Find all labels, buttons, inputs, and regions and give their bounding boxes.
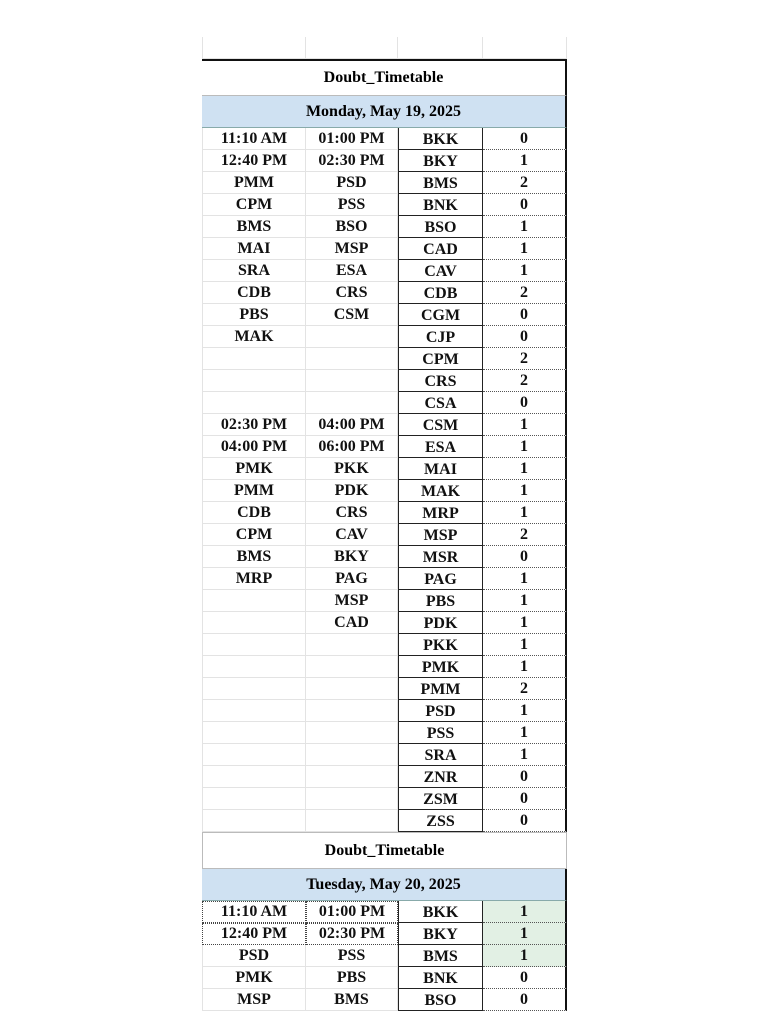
- start-time-or-code-cell[interactable]: [202, 634, 306, 656]
- doubt-count-cell[interactable]: 0: [483, 967, 567, 989]
- start-time-or-code-cell[interactable]: 11:10 AM: [202, 128, 306, 150]
- table-row: [202, 568, 567, 590]
- start-time-or-code-cell[interactable]: PMM: [202, 480, 306, 502]
- table-row: [202, 989, 567, 1011]
- start-time-or-code-cell[interactable]: BMS: [202, 216, 306, 238]
- start-time-or-code-cell[interactable]: PMK: [202, 967, 306, 989]
- faculty-code-cell[interactable]: BMS: [398, 945, 483, 967]
- end-time-or-code-cell[interactable]: PKK: [306, 458, 398, 480]
- start-time-or-code-cell[interactable]: MSP: [202, 989, 306, 1011]
- start-time-or-code-cell[interactable]: [202, 700, 306, 722]
- table-row: [202, 150, 567, 172]
- faculty-code-cell[interactable]: CAD: [398, 238, 483, 260]
- end-time-or-code-cell[interactable]: [306, 722, 398, 744]
- end-time-or-code-cell[interactable]: PSS: [306, 945, 398, 967]
- table-row: [202, 788, 567, 810]
- cell[interactable]: [483, 37, 567, 59]
- doubt-count-cell[interactable]: 1: [483, 568, 567, 590]
- doubt-count-cell[interactable]: 0: [483, 989, 567, 1011]
- doubt-count-cell[interactable]: 2: [483, 678, 567, 700]
- start-time-or-code-cell[interactable]: CDB: [202, 502, 306, 524]
- doubt-count-cell[interactable]: 2: [483, 348, 567, 370]
- table-row: [202, 128, 567, 150]
- table-row: [202, 722, 567, 744]
- empty-header-row: [202, 37, 567, 59]
- end-time-or-code-cell[interactable]: MSP: [306, 590, 398, 612]
- table-row: [202, 810, 567, 832]
- end-time-or-code-cell[interactable]: [306, 744, 398, 766]
- table-row: [202, 392, 567, 414]
- table-row: [202, 678, 567, 700]
- doubt-count-cell[interactable]: 1: [483, 590, 567, 612]
- faculty-code-cell[interactable]: BNK: [398, 194, 483, 216]
- start-time-or-code-cell[interactable]: [202, 392, 306, 414]
- table-row: [202, 634, 567, 656]
- table-row: [202, 436, 567, 458]
- end-time-or-code-cell[interactable]: CSM: [306, 304, 398, 326]
- table-row: [202, 766, 567, 788]
- doubt-count-cell[interactable]: 1: [483, 502, 567, 524]
- faculty-code-cell[interactable]: ZSS: [398, 810, 483, 832]
- table-row: [202, 744, 567, 766]
- start-time-or-code-cell[interactable]: PBS: [202, 304, 306, 326]
- start-time-or-code-cell[interactable]: [202, 348, 306, 370]
- doubt-count-cell[interactable]: 2: [483, 524, 567, 546]
- table-row: [202, 260, 567, 282]
- start-time-or-code-cell[interactable]: [202, 678, 306, 700]
- doubt-count-cell[interactable]: 1: [483, 923, 567, 945]
- date-header[interactable]: Tuesday, May 20, 2025: [202, 869, 567, 901]
- end-time-or-code-cell[interactable]: PDK: [306, 480, 398, 502]
- faculty-code-cell[interactable]: ESA: [398, 436, 483, 458]
- faculty-code-cell[interactable]: CJP: [398, 326, 483, 348]
- doubt-count-cell[interactable]: 1: [483, 722, 567, 744]
- faculty-code-cell[interactable]: ZSM: [398, 788, 483, 810]
- table-row: [202, 172, 567, 194]
- doubt-count-cell[interactable]: 0: [483, 788, 567, 810]
- doubt-count-cell[interactable]: 1: [483, 945, 567, 967]
- doubt-count-cell[interactable]: 2: [483, 282, 567, 304]
- start-time-or-code-cell[interactable]: MRP: [202, 568, 306, 590]
- cell[interactable]: [398, 37, 483, 59]
- faculty-code-cell[interactable]: PKK: [398, 634, 483, 656]
- start-time-or-code-cell[interactable]: [202, 656, 306, 678]
- start-time-or-code-cell[interactable]: PSD: [202, 945, 306, 967]
- faculty-code-cell[interactable]: SRA: [398, 744, 483, 766]
- faculty-code-cell[interactable]: BKK: [398, 128, 483, 150]
- end-time-or-code-cell[interactable]: MSP: [306, 238, 398, 260]
- doubt-count-cell[interactable]: 1: [483, 216, 567, 238]
- doubt-count-cell[interactable]: 0: [483, 546, 567, 568]
- faculty-code-cell[interactable]: BKY: [398, 150, 483, 172]
- table-row: [202, 945, 567, 967]
- doubt-count-cell[interactable]: 1: [483, 744, 567, 766]
- start-time-or-code-cell[interactable]: [202, 766, 306, 788]
- doubt-count-cell[interactable]: 0: [483, 194, 567, 216]
- end-time-or-code-cell[interactable]: ESA: [306, 260, 398, 282]
- end-time-or-code-cell[interactable]: CRS: [306, 502, 398, 524]
- faculty-code-cell[interactable]: MAI: [398, 458, 483, 480]
- end-time-or-code-cell[interactable]: CAD: [306, 612, 398, 634]
- cell[interactable]: [306, 37, 398, 59]
- faculty-code-cell[interactable]: BKY: [398, 923, 483, 945]
- start-time-or-code-cell[interactable]: MAI: [202, 238, 306, 260]
- start-time-or-code-cell[interactable]: CDB: [202, 282, 306, 304]
- faculty-code-cell[interactable]: CSA: [398, 392, 483, 414]
- faculty-code-cell[interactable]: PMK: [398, 656, 483, 678]
- end-time-or-code-cell[interactable]: [306, 326, 398, 348]
- end-time-or-code-cell[interactable]: [306, 348, 398, 370]
- table-row: [202, 524, 567, 546]
- doubt-count-cell[interactable]: 1: [483, 634, 567, 656]
- doubt-count-cell[interactable]: 1: [483, 414, 567, 436]
- faculty-code-cell[interactable]: MRP: [398, 502, 483, 524]
- faculty-code-cell[interactable]: PSS: [398, 722, 483, 744]
- end-time-or-code-cell[interactable]: [306, 678, 398, 700]
- faculty-code-cell[interactable]: MSP: [398, 524, 483, 546]
- doubt-count-cell[interactable]: 2: [483, 370, 567, 392]
- doubt-count-cell[interactable]: 1: [483, 700, 567, 722]
- table-row: [202, 216, 567, 238]
- start-time-or-code-cell[interactable]: [202, 744, 306, 766]
- table-row: [202, 901, 567, 923]
- timetable-title-row: [202, 832, 567, 869]
- faculty-code-cell[interactable]: CDB: [398, 282, 483, 304]
- start-time-or-code-cell[interactable]: [202, 590, 306, 612]
- end-time-or-code-cell[interactable]: [306, 766, 398, 788]
- end-time-or-code-cell[interactable]: [306, 370, 398, 392]
- cell[interactable]: [202, 37, 306, 59]
- table-row: [202, 546, 567, 568]
- end-time-or-code-cell[interactable]: CRS: [306, 282, 398, 304]
- doubt-count-cell[interactable]: 0: [483, 304, 567, 326]
- doubt-count-cell[interactable]: 2: [483, 172, 567, 194]
- start-time-or-code-cell[interactable]: SRA: [202, 260, 306, 282]
- end-time-or-code-cell[interactable]: [306, 656, 398, 678]
- start-time-or-code-cell[interactable]: CPM: [202, 194, 306, 216]
- start-time-or-code-cell[interactable]: 04:00 PM: [202, 436, 306, 458]
- end-time-or-code-cell[interactable]: [306, 392, 398, 414]
- faculty-code-cell[interactable]: ZNR: [398, 766, 483, 788]
- end-time-or-code-cell[interactable]: 02:30 PM: [306, 150, 398, 172]
- end-time-or-code-cell[interactable]: PSS: [306, 194, 398, 216]
- start-time-or-code-cell[interactable]: [202, 722, 306, 744]
- faculty-code-cell[interactable]: CSM: [398, 414, 483, 436]
- faculty-code-cell[interactable]: CPM: [398, 348, 483, 370]
- end-time-or-code-cell[interactable]: PSD: [306, 172, 398, 194]
- date-header-row: [202, 869, 567, 901]
- start-time-or-code-cell[interactable]: [202, 370, 306, 392]
- start-time-or-code-cell[interactable]: [202, 612, 306, 634]
- table-row: [202, 967, 567, 989]
- doubt-count-cell[interactable]: 1: [483, 436, 567, 458]
- end-time-or-code-cell[interactable]: [306, 788, 398, 810]
- end-time-or-code-cell[interactable]: CAV: [306, 524, 398, 546]
- faculty-code-cell[interactable]: BKK: [398, 901, 483, 923]
- faculty-code-cell[interactable]: CAV: [398, 260, 483, 282]
- doubt-count-cell[interactable]: 0: [483, 766, 567, 788]
- start-time-or-code-cell[interactable]: [202, 810, 306, 832]
- table-row: [202, 480, 567, 502]
- doubt-count-cell[interactable]: 1: [483, 480, 567, 502]
- doubt-count-cell[interactable]: 1: [483, 901, 567, 923]
- faculty-code-cell[interactable]: CGM: [398, 304, 483, 326]
- table-row: [202, 923, 567, 945]
- table-row: [202, 700, 567, 722]
- end-time-or-code-cell[interactable]: 01:00 PM: [306, 128, 398, 150]
- start-time-or-code-cell[interactable]: [202, 788, 306, 810]
- end-time-or-code-cell[interactable]: 04:00 PM: [306, 414, 398, 436]
- table-row: [202, 370, 567, 392]
- end-time-or-code-cell[interactable]: 01:00 PM: [306, 901, 398, 923]
- table-row: [202, 304, 567, 326]
- faculty-code-cell[interactable]: BNK: [398, 967, 483, 989]
- doubt-count-cell[interactable]: 0: [483, 810, 567, 832]
- sections-container: [202, 59, 567, 1011]
- start-time-or-code-cell[interactable]: 12:40 PM: [202, 150, 306, 172]
- doubt-count-cell[interactable]: 0: [483, 326, 567, 348]
- spreadsheet: [202, 37, 567, 1011]
- doubt-count-cell[interactable]: 0: [483, 392, 567, 414]
- start-time-or-code-cell[interactable]: 11:10 AM: [202, 901, 306, 923]
- faculty-code-cell[interactable]: CRS: [398, 370, 483, 392]
- end-time-or-code-cell[interactable]: PAG: [306, 568, 398, 590]
- start-time-or-code-cell[interactable]: MAK: [202, 326, 306, 348]
- end-time-or-code-cell[interactable]: BKY: [306, 546, 398, 568]
- table-row: [202, 458, 567, 480]
- doubt-count-cell[interactable]: 1: [483, 458, 567, 480]
- table-row: [202, 326, 567, 348]
- doubt-count-cell[interactable]: 1: [483, 238, 567, 260]
- table-row: [202, 414, 567, 436]
- end-time-or-code-cell[interactable]: BSO: [306, 216, 398, 238]
- doubt-count-cell[interactable]: 1: [483, 612, 567, 634]
- end-time-or-code-cell[interactable]: 02:30 PM: [306, 923, 398, 945]
- table-row: [202, 238, 567, 260]
- timetable-title[interactable]: Doubt_Timetable: [202, 59, 567, 96]
- faculty-code-cell[interactable]: BMS: [398, 172, 483, 194]
- end-time-or-code-cell[interactable]: [306, 700, 398, 722]
- table-row: [202, 194, 567, 216]
- end-time-or-code-cell[interactable]: 06:00 PM: [306, 436, 398, 458]
- faculty-code-cell[interactable]: MAK: [398, 480, 483, 502]
- doubt-count-cell[interactable]: 1: [483, 656, 567, 678]
- doubt-count-cell[interactable]: 1: [483, 150, 567, 172]
- faculty-code-cell[interactable]: PSD: [398, 700, 483, 722]
- faculty-code-cell[interactable]: PBS: [398, 590, 483, 612]
- start-time-or-code-cell[interactable]: PMK: [202, 458, 306, 480]
- table-row: [202, 590, 567, 612]
- start-time-or-code-cell[interactable]: 02:30 PM: [202, 414, 306, 436]
- timetable-title-row: [202, 59, 567, 96]
- timetable-title[interactable]: Doubt_Timetable: [202, 832, 567, 869]
- faculty-code-cell[interactable]: BSO: [398, 989, 483, 1011]
- table-row: [202, 612, 567, 634]
- start-time-or-code-cell[interactable]: PMM: [202, 172, 306, 194]
- faculty-code-cell[interactable]: PMM: [398, 678, 483, 700]
- table-row: [202, 348, 567, 370]
- date-header[interactable]: Monday, May 19, 2025: [202, 96, 567, 128]
- doubt-count-cell[interactable]: 0: [483, 128, 567, 150]
- faculty-code-cell[interactable]: BSO: [398, 216, 483, 238]
- faculty-code-cell[interactable]: MSR: [398, 546, 483, 568]
- table-row: [202, 656, 567, 678]
- table-row: [202, 282, 567, 304]
- date-header-row: [202, 96, 567, 128]
- end-time-or-code-cell[interactable]: PBS: [306, 967, 398, 989]
- doubt-count-cell[interactable]: 1: [483, 260, 567, 282]
- faculty-code-cell[interactable]: PDK: [398, 612, 483, 634]
- start-time-or-code-cell[interactable]: BMS: [202, 546, 306, 568]
- end-time-or-code-cell[interactable]: BMS: [306, 989, 398, 1011]
- table-row: [202, 502, 567, 524]
- start-time-or-code-cell[interactable]: CPM: [202, 524, 306, 546]
- end-time-or-code-cell[interactable]: [306, 634, 398, 656]
- faculty-code-cell[interactable]: PAG: [398, 568, 483, 590]
- end-time-or-code-cell[interactable]: [306, 810, 398, 832]
- start-time-or-code-cell[interactable]: 12:40 PM: [202, 923, 306, 945]
